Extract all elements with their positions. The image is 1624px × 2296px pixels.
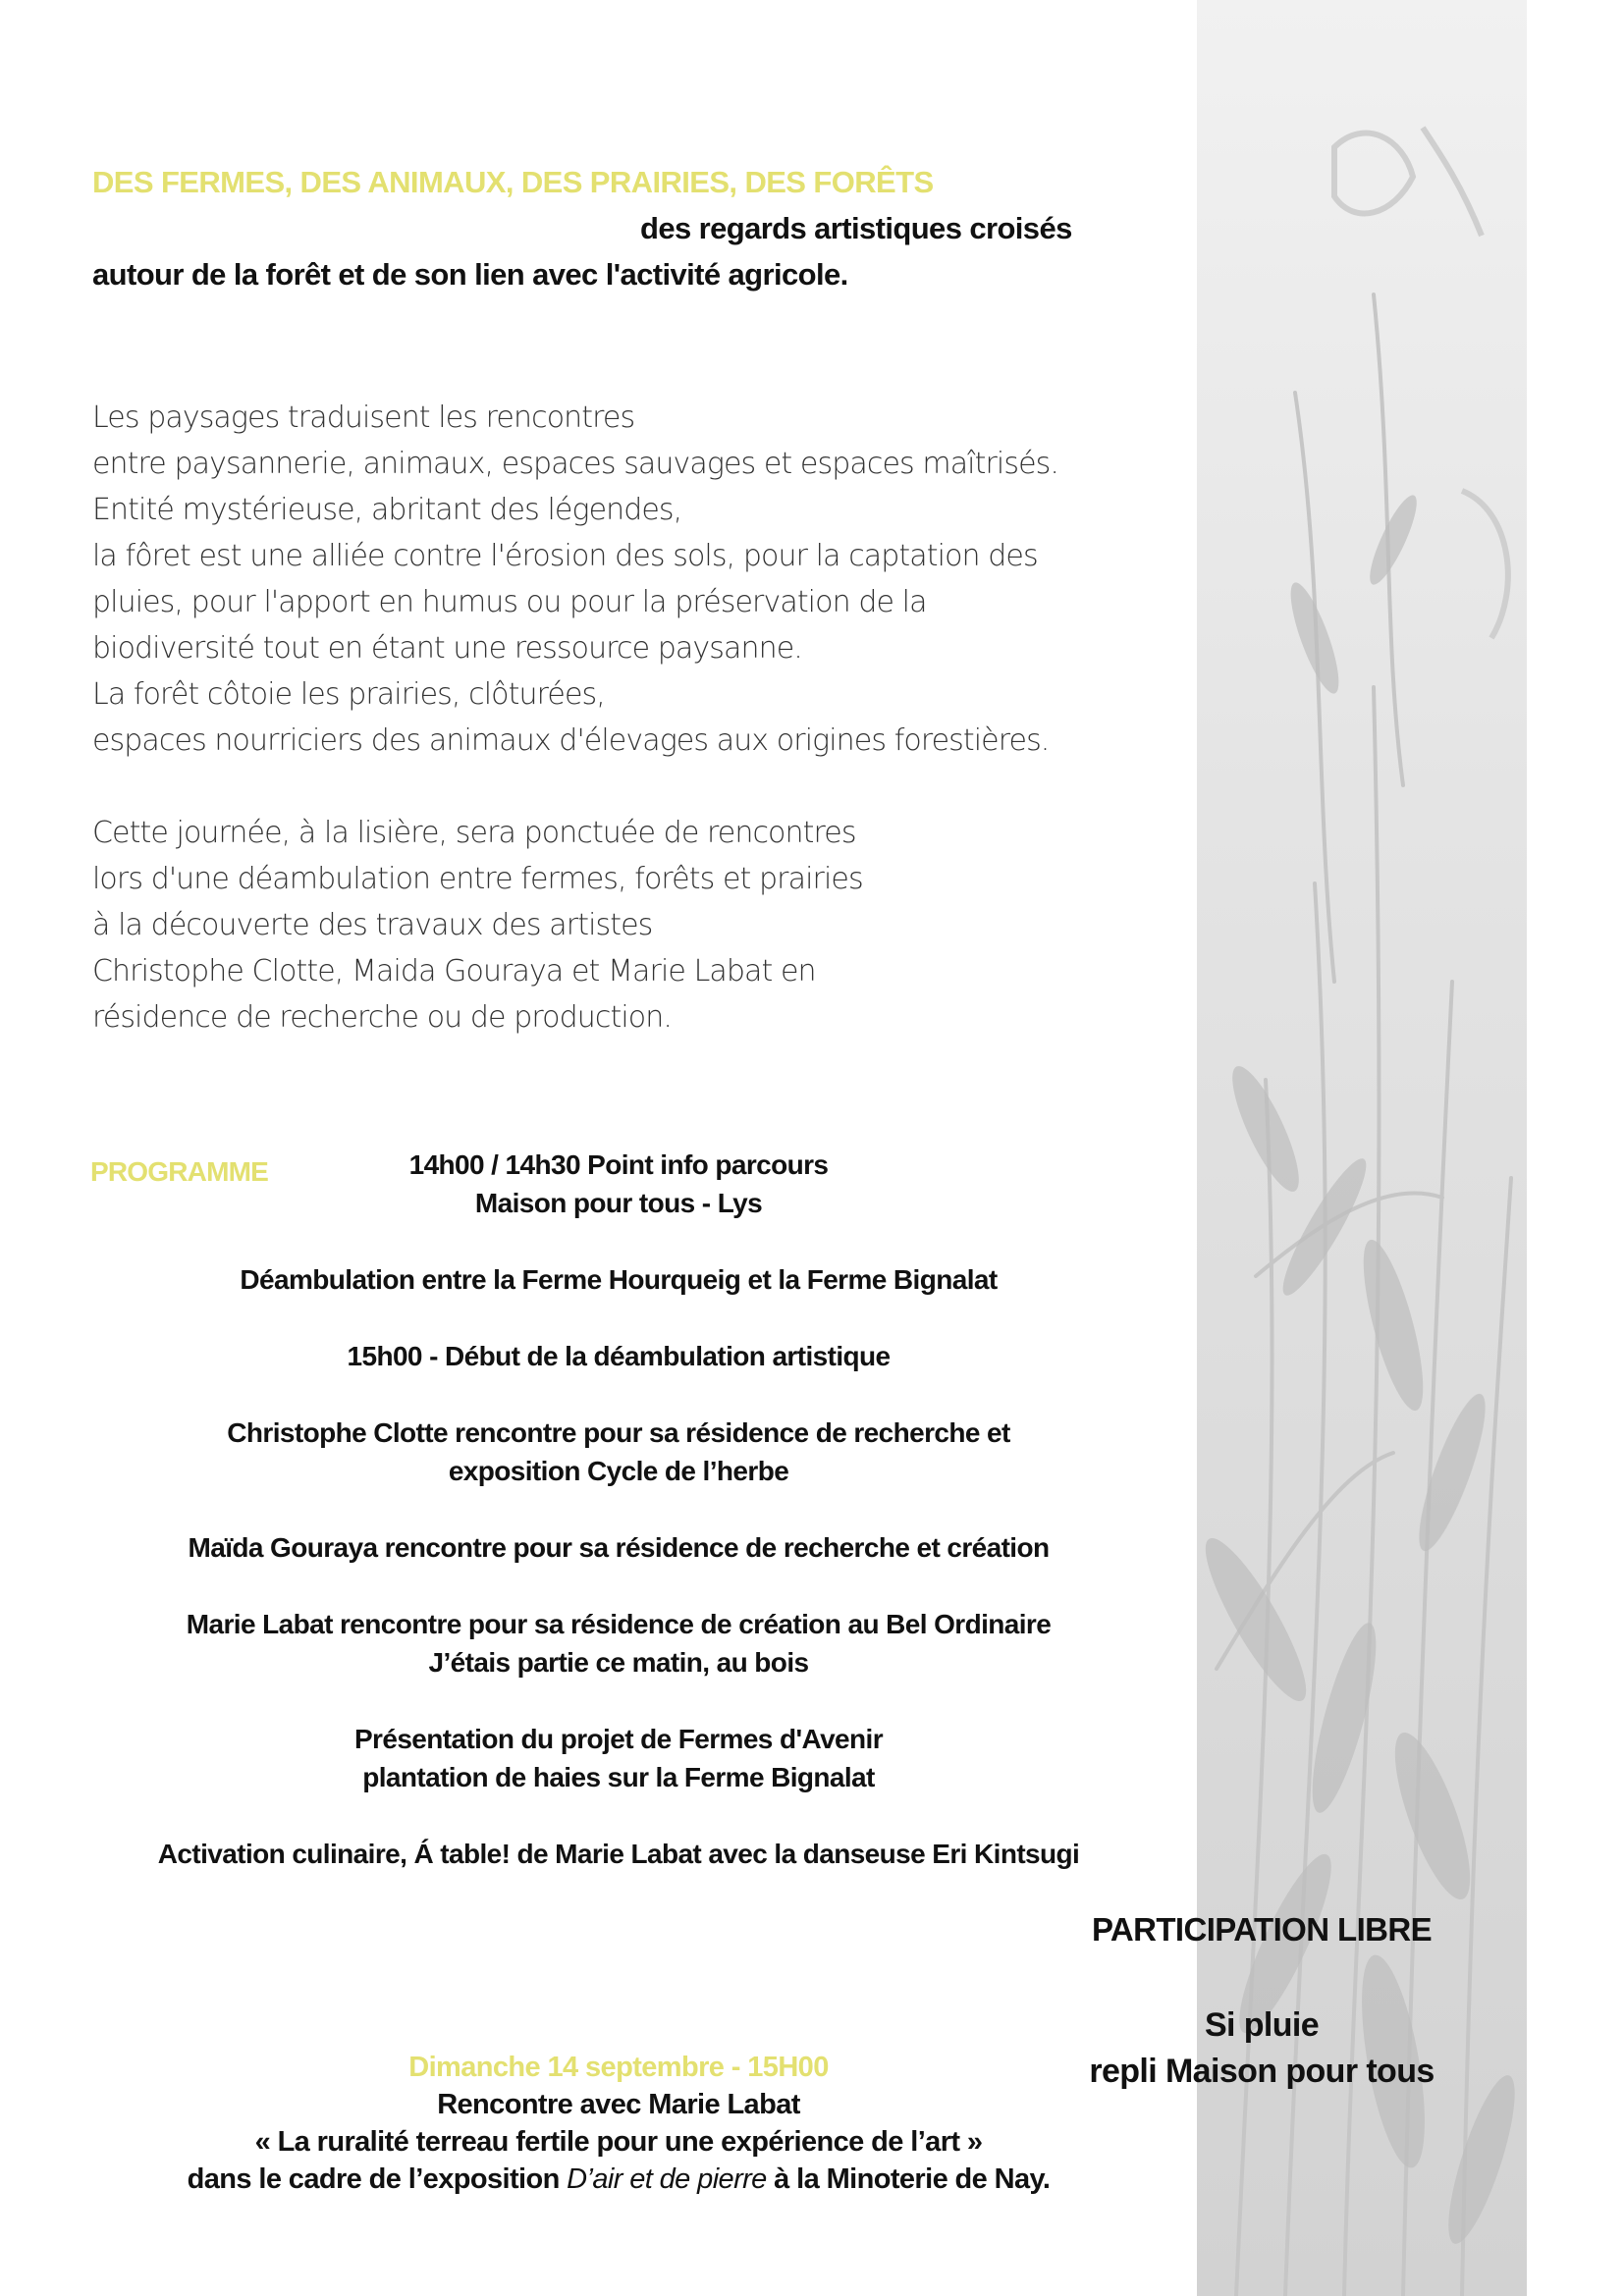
programme-item-line: Déambulation entre la Ferme Hourqueig et la Ferme Bignalat [240,1264,998,1295]
subtitle-line-2: autour de la forêt et de son lien avec l'activité agricole. [92,257,848,292]
page-title: DES FERMES, DES ANIMAUX, DES PRAIRIES, DES FORÊTS [92,165,934,199]
programme-item-line: Activation culinaire, Á table! de Marie Labat avec la danseuse Eri Kintsugi [157,1839,1080,1869]
programme-item-line: plantation de haies sur la Ferme Bignalat [362,1762,875,1792]
text-line: Les paysages traduisent les rencontres [92,400,635,435]
text-line: Entité mystérieuse, abritant des légendes, [92,493,682,527]
text-line: La forêt côtoie les prairies, clôturées, [92,677,605,712]
programme-item-line: J’étais partie ce matin, au bois [428,1647,809,1678]
event-line-1: Rencontre avec Marie Labat [437,2089,800,2120]
programme-item-line: Maïda Gouraya rencontre pour sa résidence de recherche et création [188,1532,1050,1563]
botanical-illustration [1197,0,1527,2296]
text-line: biodiversité tout en étant une ressource paysanne. [92,631,802,666]
event-line-2: « La ruralité terreau fertile pour une expérience de l’art » [254,2126,983,2158]
programme-item-line: exposition Cycle de l’herbe [448,1456,789,1486]
event-date: Dimanche 14 septembre - 15H00 [408,2052,829,2083]
programme-item-line: Marie Labat rencontre pour sa résidence de création au Bel Ordinaire [186,1609,1052,1639]
intro-paragraph-2 [92,810,863,1041]
event-line-3-start: dans le cadre de l’exposition [187,2163,568,2195]
programme-item-line: Christophe Clotte rencontre pour sa résidence de recherche et [227,1417,1010,1448]
text-line: résidence de recherche ou de production. [92,1000,672,1035]
programme-item-line: 14h00 / 14h30 Point info parcours [408,1149,829,1180]
text-line: entre paysannerie, animaux, espaces sauvages et espaces maîtrisés. [92,447,1058,481]
programme-item-line: 15h00 - Début de la déambulation artistique [347,1341,891,1371]
event-line-3-end: à la Minoterie de Nay. [766,2163,1051,2195]
text-line: lors d'une déambulation entre fermes, forêts et prairies [92,862,863,896]
decorative-botanical-strip [1197,0,1527,2296]
text-line: la fôret est une alliée contre l'érosion des sols, pour la captation des [92,539,1038,573]
rain-line-2: repli Maison pour tous [1089,2053,1435,2090]
text-line: pluies, pour l'apport en humus ou pour la préservation de la [92,585,927,619]
text-line: à la découverte des travaux des artistes [92,908,653,942]
programme-label: PROGRAMME [90,1156,269,1187]
text-line: espaces nourriciers des animaux d'élevages aux origines forestières. [92,723,1050,758]
sunday-event [128,2049,1110,2198]
exhibition-title: D’air et de pierre [567,2163,767,2195]
text-line: Cette journée, à la lisière, sera ponctuée de rencontres [92,816,856,850]
rain-line-1: Si pluie [1204,2006,1320,2044]
programme-list [128,1146,1110,1873]
programme-item-line: Maison pour tous - Lys [474,1188,763,1218]
subtitle-line-1: des regards artistiques croisés [640,211,1072,245]
intro-paragraph-1 [92,395,1058,764]
programme-item-line: Présentation du projet de Fermes d'Avenir [353,1724,884,1754]
event-line-3 [128,2161,1110,2198]
participation-note: PARTICIPATION LIBRE [1091,1911,1433,1948]
rain-note [1070,2002,1453,2095]
text-line: Christophe Clotte, Maida Gouraya et Marie Labat en [92,954,816,988]
